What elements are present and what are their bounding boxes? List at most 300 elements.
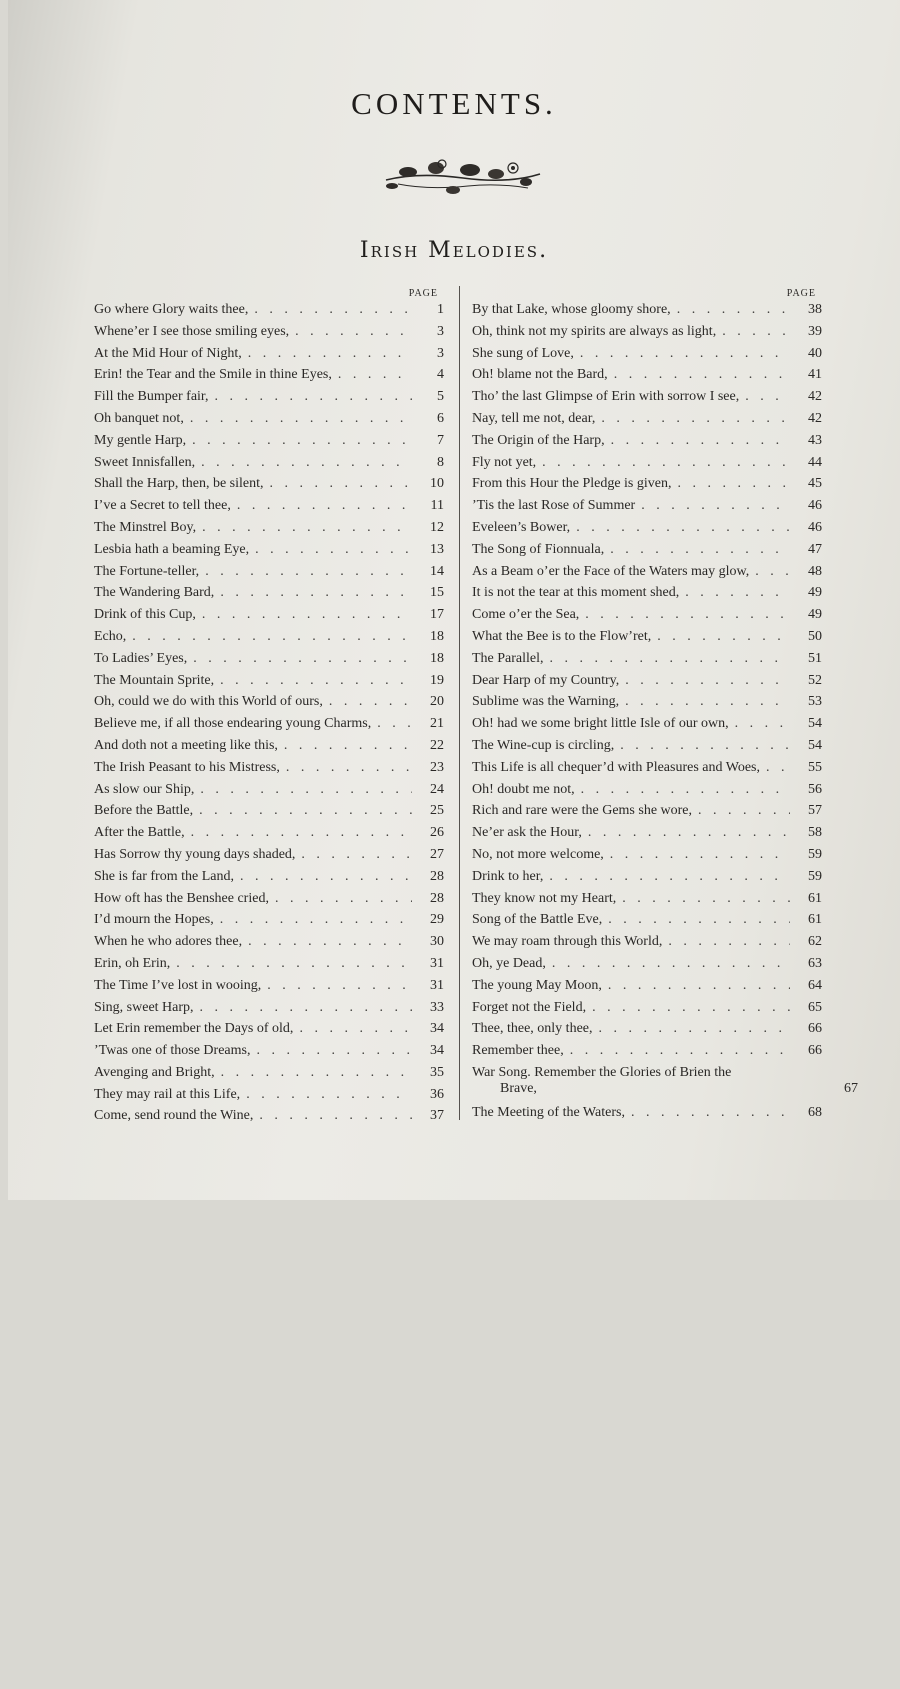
contents-entry [94,1065,444,1087]
contents-entry [472,782,822,804]
entry-title: The young May Moon, [472,977,602,993]
contents-entry [472,389,822,411]
entry-page-number: 28 [430,890,444,906]
entry-page-number: 34 [430,1021,444,1037]
dot-leader [576,520,790,536]
entry-title: When he who adores thee, [94,934,243,950]
entry-page-number: 28 [430,868,444,884]
entry-title: She sung of Love, [472,345,574,361]
dot-leader [275,891,412,907]
entry-title: Dear Harp of my Country, [472,672,620,688]
contents-list-left [94,302,444,1130]
entry-title: As a Beam o’er the Face of the Waters may glow, [472,563,750,579]
dot-leader [295,324,412,340]
entry-page-number: 24 [430,781,444,797]
entry-page-number: 54 [808,737,822,753]
page-title: CONTENTS. [351,86,557,121]
entry-page-number: 66 [808,1021,822,1037]
contents-entry [94,324,444,346]
entry-title: She is far from the Land, [94,868,234,884]
contents-entry [94,694,444,716]
contents-entry [94,564,444,586]
entry-page-number: 30 [430,934,444,950]
page-column-label: PAGE [408,288,438,299]
entry-page-number: 46 [808,498,822,514]
entry-page-number: 18 [430,650,444,666]
entry-title: War Song. Remember the Glories of Brien the [472,1064,732,1080]
contents-entry [94,542,444,564]
entry-title: Before the Battle, [94,803,194,819]
contents-entry [472,520,822,542]
entry-page-number: 54 [808,716,822,732]
dot-leader [190,411,412,427]
contents-entry [472,324,822,346]
entry-page-number: 14 [430,563,444,579]
dot-leader [267,978,412,994]
entry-page-number: 5 [437,389,444,405]
dot-leader [193,651,412,667]
dot-leader [542,455,790,471]
contents-entry [472,694,822,716]
entry-title: Oh, think not my spirits are always as light, [472,323,717,339]
entry-title: By that Lake, whose gloomy shore, [472,302,671,317]
entry-title: How oft has the Benshee cried, [94,890,269,906]
entry-page-number: 35 [430,1064,444,1080]
entry-page-number: 11 [430,498,444,514]
dot-leader [240,869,412,885]
dot-leader [620,738,790,754]
entry-title: Erin! the Tear and the Smile in thine Eyes, [94,367,332,383]
entry-title: Come o’er the Sea, [472,607,580,623]
dot-leader [641,498,790,514]
page-column-label: PAGE [786,288,816,299]
entry-page-number: 3 [437,323,444,339]
entry-title: Nay, tell me not, dear, [472,410,596,426]
book-page [8,0,900,1200]
contents-column-left [94,288,444,1130]
entry-page-number: 65 [808,999,822,1015]
entry-page-number: 25 [430,803,444,819]
contents-entry [472,476,822,498]
entry-title: The Irish Peasant to his Mistress, [94,759,280,775]
dot-leader [552,956,790,972]
contents-entry [472,455,822,477]
dot-leader [608,978,790,994]
entry-title: To Ladies’ Eyes, [94,650,188,666]
entry-page-number: 13 [430,541,444,557]
dot-leader [284,738,412,754]
dot-leader [585,607,790,623]
contents-entry [94,869,444,891]
entry-page-number: 20 [430,694,444,710]
entry-title: Drink to her, [472,868,544,884]
entry-title: Ne’er ask the Hour, [472,825,582,841]
dot-leader [132,629,412,645]
entry-page-number: 22 [430,737,444,753]
contents-entry [472,367,822,389]
dot-leader [220,912,412,928]
entry-title: They may rail at this Life, [94,1086,241,1102]
entry-page-number: 26 [430,825,444,841]
entry-page-number: 34 [430,1043,444,1059]
contents-entry [94,912,444,934]
contents-entry [94,673,444,695]
entry-page-number: 42 [808,410,822,426]
entry-title: At the Mid Hour of Night, [94,345,242,361]
dot-leader [588,825,790,841]
entry-page-number: 46 [808,519,822,535]
entry-title: The Parallel, [472,650,544,666]
dot-leader [377,716,412,732]
contents-entry [94,367,444,389]
dot-leader [678,476,791,492]
contents-entry [94,476,444,498]
entry-title: Eveleen’s Bower, [472,519,571,535]
entry-title: The Wine-cup is circling, [472,737,615,753]
contents-entry [472,673,822,695]
dot-leader [338,367,412,383]
dot-leader [220,585,412,601]
entry-title: After the Battle, [94,825,185,841]
contents-entry [94,1021,444,1043]
dot-leader [608,912,790,928]
entry-page-number: 18 [430,628,444,644]
contents-entry [472,803,822,825]
dot-leader [215,389,412,405]
contents-entry [472,346,822,368]
contents-entry [472,738,822,760]
entry-title: Sublime was the Warning, [472,694,620,710]
entry-title: This Life is all chequer’d with Pleasures and Woes, [472,759,761,775]
contents-entry [472,978,822,1000]
entry-title: The Meeting of the Waters, [472,1104,625,1120]
entry-title: Rich and rare were the Gems she wore, [472,803,693,819]
entry-page-number: 59 [808,868,822,884]
entry-title: Sing, sweet Harp, [94,999,194,1015]
entry-page-number: 68 [808,1104,822,1120]
entry-title: What the Bee is to the Flow’ret, [472,628,652,644]
entry-title: Go where Glory waits thee, [94,302,249,317]
entry-title: The Mountain Sprite, [94,672,215,688]
entry-page-number: 49 [808,585,822,601]
dot-leader [254,302,412,318]
entry-page-number: 6 [437,410,444,426]
contents-entry [472,1021,822,1043]
dot-leader [592,1000,790,1016]
dot-leader [657,629,790,645]
entry-page-number: 42 [808,389,822,405]
entry-page-number: 12 [430,519,444,535]
contents-entry [472,302,822,324]
contents-entry [472,651,822,673]
contents-entry [94,934,444,956]
floral-ornament-icon [378,150,548,200]
entry-title: The Song of Fionnuala, [472,541,605,557]
entry-title: Sweet Innisfallen, [94,454,196,470]
entry-continuation [472,1080,858,1689]
contents-entry [94,891,444,913]
contents-entry [94,302,444,324]
dot-leader [631,1105,790,1121]
contents-entry [472,825,822,847]
entry-title: Whene’er I see those smiling eyes, [94,323,290,339]
contents-entry [94,651,444,673]
dot-leader [610,542,790,558]
entry-title: Has Sorrow thy young days shaded, [94,846,296,862]
entry-page-number: 4 [437,367,444,383]
contents-entry [94,455,444,477]
contents-entry [472,716,822,738]
entry-page-number: 53 [808,694,822,710]
dot-leader [668,934,790,950]
dot-leader [237,498,412,514]
contents-entry [472,934,822,956]
dot-leader [580,346,790,362]
contents-entry [472,433,822,455]
contents-entry [472,1000,822,1022]
dot-leader [205,564,412,580]
contents-entry [472,891,822,913]
entry-page-number: 63 [808,955,822,971]
contents-entry [94,847,444,869]
entry-page-number: 19 [430,672,444,688]
entry-page-number: 48 [808,563,822,579]
entry-page-number: 47 [808,541,822,557]
dot-leader [625,694,790,710]
entry-page-number: 56 [808,781,822,797]
dot-leader [191,825,412,841]
contents-entry [94,803,444,825]
dot-leader [601,411,790,427]
contents-entry [472,607,822,629]
entry-title: I’d mourn the Hopes, [94,912,214,928]
dot-leader [745,389,790,405]
entry-title: The Origin of the Harp, [472,432,605,448]
entry-title: We may roam through this World, [472,934,663,950]
dot-leader [286,760,412,776]
dot-leader [301,847,412,863]
contents-list-right [472,302,858,1127]
contents-entry [472,542,822,564]
contents-entry [472,956,822,978]
entry-title: Let Erin remember the Days of old, [94,1021,294,1037]
entry-title: No, not more welcome, [472,846,604,862]
entry-title: Drink of this Cup, [94,607,196,623]
dot-leader [202,607,412,623]
entry-title-continuation: Brave, [500,1080,537,1096]
entry-page-number: 7 [437,432,444,448]
contents-entry [94,389,444,411]
entry-title: Oh, could we do with this World of ours, [94,694,323,710]
dot-leader [221,1065,412,1081]
entry-title: Oh! had we some bright little Isle of our own, [472,716,729,732]
entry-page-number: 66 [808,1043,822,1059]
dot-leader [581,782,790,798]
contents-entry [472,1064,858,1105]
entry-page-number: 10 [430,476,444,492]
contents-entry [94,978,444,1000]
dot-leader [192,433,412,449]
entry-page-number: 31 [430,977,444,993]
entry-page-number: 61 [808,912,822,928]
dot-leader [199,803,412,819]
dot-leader [248,934,412,950]
entry-title: Avenging and Bright, [94,1064,215,1080]
dot-leader [200,782,412,798]
contents-entry [94,607,444,629]
entry-page-number: 59 [808,846,822,862]
entry-title: Oh! doubt me not, [472,781,575,797]
entry-title: ’Twas one of those Dreams, [94,1043,251,1059]
entry-page-number: 55 [808,759,822,775]
entry-title: Echo, [94,628,127,644]
contents-entry [94,346,444,368]
entry-page-number: 17 [430,607,444,623]
entry-page-number: 57 [808,803,822,819]
dot-leader [202,520,412,536]
dot-leader [610,847,790,863]
entry-title: As slow our Ship, [94,781,195,797]
contents-entry [472,585,822,607]
entry-title: Erin, oh Erin, [94,955,171,971]
entry-page-number: 8 [437,454,444,470]
entry-title: Fill the Bumper fair, [94,389,209,405]
dot-leader [256,1043,412,1059]
entry-page-number: 3 [437,345,444,361]
dot-leader [677,302,790,318]
entry-title: Remember thee, [472,1043,564,1059]
entry-page-number: 45 [808,476,822,492]
contents-entry [472,760,822,782]
contents-entry [472,869,822,891]
dot-leader [698,803,790,819]
dot-leader [255,542,412,558]
entry-title: I’ve a Secret to tell thee, [94,498,231,514]
entry-title: The Wandering Bard, [94,585,215,601]
contents-entry [472,1043,822,1065]
entry-title: ’Tis the last Rose of Summer [472,498,636,514]
dot-leader [766,760,790,776]
entry-page-number: 23 [430,759,444,775]
dot-leader [220,673,412,689]
entry-title: Lesbia hath a beaming Eye, [94,541,250,557]
contents-entry [472,847,822,869]
dot-leader [614,367,790,383]
contents-entry [94,411,444,433]
dot-leader [611,433,790,449]
entry-page-number: 41 [808,367,822,383]
entry-page-number: 49 [808,607,822,623]
contents-entry [94,1087,444,1109]
contents-entry [94,629,444,651]
entry-title: The Minstrel Boy, [94,519,197,535]
contents-entry [94,825,444,847]
contents-entry [94,1108,444,1130]
contents-entry [94,760,444,782]
entry-page-number: 36 [430,1086,444,1102]
entry-title: Song of the Battle Eve, [472,912,603,928]
dot-leader [599,1021,790,1037]
entry-title: Believe me, if all those endearing young Charms, [94,716,372,732]
entry-title: Thee, thee, only thee, [472,1021,593,1037]
contents-column-right [472,288,858,1127]
entry-title: Tho’ the last Glimpse of Erin with sorrow I see, [472,389,740,405]
contents-entry [94,1000,444,1022]
entry-title: Oh banquet not, [94,410,184,426]
dot-leader [201,455,412,471]
entry-title: The Time I’ve lost in wooing, [94,977,262,993]
entry-title: Shall the Harp, then, be silent, [94,476,264,492]
entry-title: They know not my Heart, [472,890,617,906]
entry-title: Oh, ye Dead, [472,955,546,971]
contents-entry [94,782,444,804]
entry-title: And doth not a meeting like this, [94,737,278,753]
dot-leader [259,1108,412,1124]
dot-leader [735,716,790,732]
entry-page-number: 44 [808,454,822,470]
entry-title: My gentle Harp, [94,432,187,448]
entry-page-number: 33 [430,999,444,1015]
entry-title: The Fortune-teller, [94,563,200,579]
entry-title: Forget not the Field, [472,999,587,1015]
contents-entry [472,629,822,651]
dot-leader [685,585,790,601]
contents-entry [94,585,444,607]
entry-title: From this Hour the Pledge is given, [472,476,672,492]
entry-title: Come, send round the Wine, [94,1108,254,1124]
entry-title: It is not the tear at this moment shed, [472,585,680,601]
contents-entry [94,1043,444,1065]
contents-entry [94,716,444,738]
entry-page-number: 37 [430,1108,444,1124]
contents-entry [94,498,444,520]
entry-page-number: 27 [430,846,444,862]
entry-page-number: 62 [808,934,822,950]
dot-leader [200,1000,412,1016]
contents-entry [472,1105,822,1127]
entry-page-number: 31 [430,955,444,971]
entry-page-number: 50 [808,628,822,644]
dot-leader [550,651,790,667]
dot-leader [246,1087,412,1103]
entry-title: Oh! blame not the Bard, [472,367,608,383]
entry-page-number: 67 [844,1080,858,1096]
entry-page-number: 40 [808,345,822,361]
contents-entry [94,738,444,760]
contents-entry [94,956,444,978]
dot-leader [722,324,790,340]
entry-page-number: 29 [430,912,444,928]
dot-leader [248,346,412,362]
entry-page-number: 38 [808,302,822,317]
dot-leader [549,869,790,885]
entry-page-number: 39 [808,323,822,339]
entry-page-number: 61 [808,890,822,906]
entry-page-number: 58 [808,825,822,841]
entry-page-number: 15 [430,585,444,601]
entry-page-number: 51 [808,650,822,666]
contents-entry [94,433,444,455]
entry-title: Fly not yet, [472,454,537,470]
entry-page-number: 43 [808,432,822,448]
entry-page-number: 52 [808,672,822,688]
contents-entry [472,498,822,520]
dot-leader [299,1021,412,1037]
contents-entry [472,564,822,586]
column-divider [459,286,460,1120]
section-heading: Irish Melodies. [359,238,549,263]
dot-leader [176,956,412,972]
